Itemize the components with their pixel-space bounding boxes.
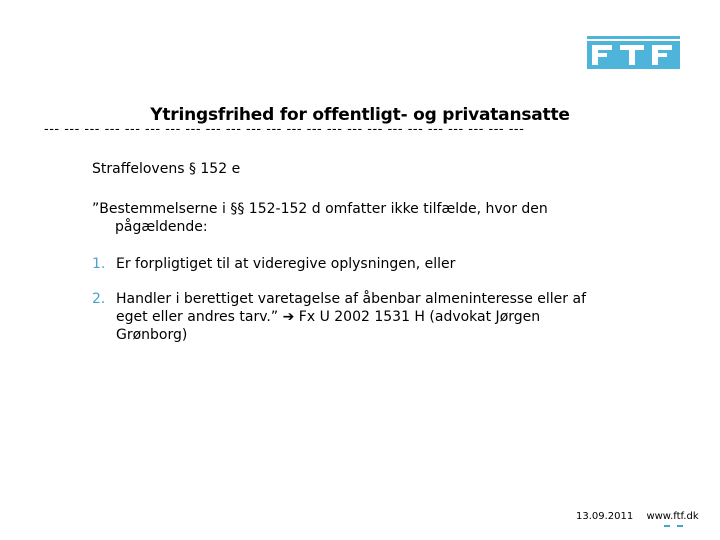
footer-url[interactable]: www.ftf.dk <box>646 511 699 522</box>
footer <box>576 511 699 522</box>
list-item-reference: Fx U 2002 1531 H (advokat Jørgen Grønborg) <box>116 309 541 343</box>
ftf-logo <box>587 36 680 69</box>
list-item-text: Er forpligtiget til at videregive oplysningen, eller <box>116 256 456 272</box>
list-item-text: Handler i berettiget varetagelse af åbenbar almeninteresse eller af eget eller andres tarv.” <box>116 291 586 325</box>
footer-date: 13.09.2011 <box>576 511 634 522</box>
list-item <box>92 255 612 273</box>
list-item <box>92 290 612 344</box>
footer-underline <box>664 525 683 529</box>
section-heading: Straffelovens § 152 e <box>92 161 241 177</box>
separator-line: --- --- --- --- --- --- --- --- --- --- --- --- --- --- --- --- --- --- --- --- --- --- --- --- <box>44 122 525 137</box>
quote-text: ”Bestemmelserne i §§ 152-152 d omfatter ikke tilfælde, hvor den pågældende: <box>92 201 548 235</box>
list-number: 1. <box>92 256 106 272</box>
list-number: 2. <box>92 291 106 307</box>
slide-title: Ytringsfrihed for offentligt- og privatansatte <box>150 105 570 125</box>
slide-body <box>92 160 612 361</box>
arrow-right-icon: ➔ <box>282 309 295 325</box>
